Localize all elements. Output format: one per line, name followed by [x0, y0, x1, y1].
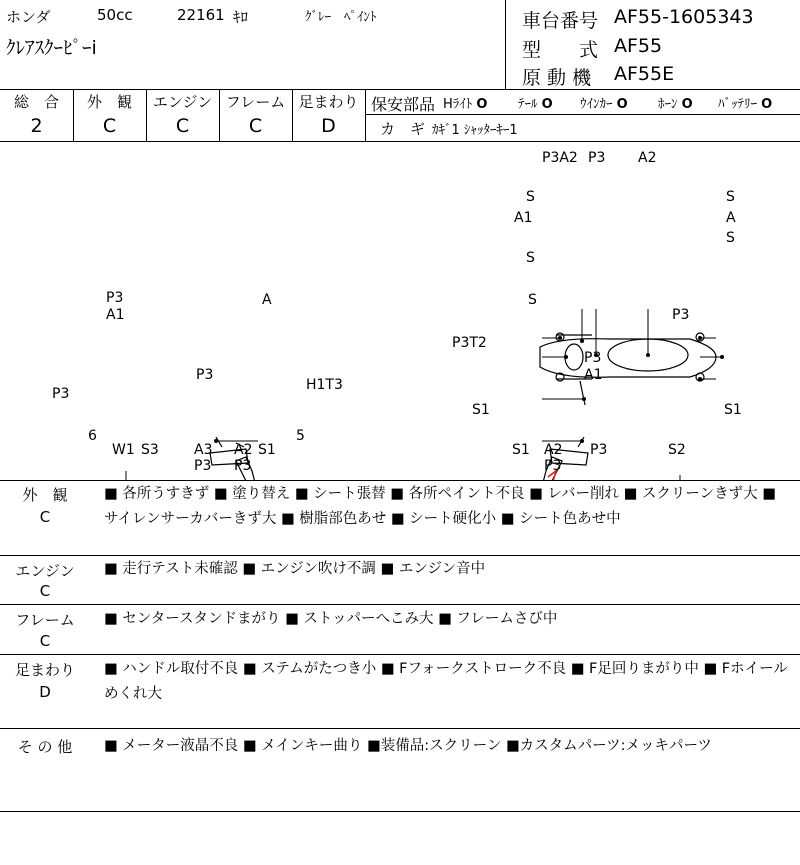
diagram-label: A — [726, 210, 736, 226]
engine: AF55E — [614, 63, 675, 85]
parts-item-headlight: Hﾗｲﾄ O — [443, 97, 488, 112]
divider — [0, 811, 800, 812]
diagram-label: P3 — [196, 367, 214, 383]
divider — [0, 89, 800, 90]
section-grade-exterior: C — [39, 508, 51, 526]
divider — [0, 654, 800, 655]
damage-marks — [122, 471, 556, 480]
diagram-label: P3 — [544, 458, 562, 474]
diagram-label: P3T2 — [452, 335, 487, 351]
section-title-other: そ の 他 — [17, 738, 73, 756]
section-title-frame: フレーム — [15, 611, 75, 629]
diagram-label: A2 — [544, 442, 563, 458]
mileage-unit: ｷﾛ — [233, 8, 249, 26]
frame-no-label: 車台番号 — [522, 10, 599, 32]
section-notes-other — [104, 734, 794, 759]
diagram-label: S — [726, 189, 735, 205]
diagram-label: P3 — [590, 442, 608, 458]
note-line: ■ 各所うすきず ■ 塗り替え ■ シート張替 ■ 各所ペイント不良 ■ レバー削れ ■ スクリーンきず大 ■ — [104, 486, 776, 502]
divider — [0, 555, 800, 556]
diagram-label: P3 — [194, 458, 212, 474]
parts-item-horn: ﾎｰﾝ O — [658, 97, 693, 112]
diagram-label: P3 — [52, 386, 70, 402]
section-notes-engine — [104, 557, 794, 582]
diagram-label: A2 — [234, 442, 253, 458]
engine-label: 原 動 機 — [522, 67, 592, 89]
grade-frame: C — [248, 115, 263, 137]
model: AF55 — [614, 35, 663, 57]
section-notes-suspension — [104, 657, 794, 707]
diagram-label: 5 — [296, 428, 305, 444]
maker: ホンダ — [6, 8, 51, 26]
diagram-label: S1 — [258, 442, 276, 458]
diagram-label: S — [526, 189, 535, 205]
divider — [0, 728, 800, 729]
section-notes-frame — [104, 607, 794, 632]
grade-overall: 2 — [30, 115, 43, 137]
diagram-label: S2 — [668, 442, 686, 458]
key-label: カ ギ — [380, 120, 426, 138]
divider — [0, 480, 800, 481]
grade-header-overall: 総 合 — [13, 93, 59, 111]
section-notes-exterior — [104, 482, 794, 532]
model-name: ｸﾚｱｽｸｰﾋﾟｰi — [6, 37, 97, 59]
diagram-label: H1T3 — [306, 377, 343, 393]
diagram-label: P3A2 — [542, 150, 578, 166]
diagram-label: S3 — [141, 442, 159, 458]
frame-no: AF55-1605343 — [614, 6, 754, 28]
diagram-label: P3 — [584, 350, 602, 366]
parts-item-tail: ﾃｰﾙ O — [518, 97, 553, 112]
note-line: サイレンサーカバーきず大 ■ 樹脂部色あせ ■ シート硬化小 ■ シート色あせ中 — [104, 511, 621, 527]
section-grade-engine: C — [39, 582, 51, 600]
diagram-label: S — [726, 230, 735, 246]
key-value: ｶｷﾞ1 ｼｬｯﾀｰｷｰ1 — [432, 123, 518, 138]
color: ｸﾞﾚｰ ﾍﾟｲﾝﾄ — [305, 10, 377, 25]
note-line: ■ ハンドル取付不良 ■ ステムがたつき小 ■ Fフォークストローク不良 ■ F足回りまがり中 ■ Fホイール — [104, 661, 788, 677]
grade-header-exterior: 外 観 — [86, 93, 132, 111]
grade-suspension: D — [321, 115, 336, 137]
parts-label: 保安部品 — [371, 95, 436, 114]
section-title-exterior: 外 観 — [22, 486, 68, 504]
diagram-label: P3 — [588, 150, 606, 166]
parts-item-battery: ﾊﾞｯﾃﾘｰ O — [718, 97, 773, 112]
diagram-label: A — [262, 292, 272, 308]
diagram-label: A2 — [638, 150, 657, 166]
diagram-label: S1 — [472, 402, 490, 418]
diagram-label: S1 — [512, 442, 530, 458]
diagram-label: P3 — [106, 290, 124, 306]
diagram-label: A1 — [584, 367, 603, 383]
parts-item-winker: ｳｲﾝｶｰ O — [580, 97, 628, 112]
diagram-label: A1 — [514, 210, 533, 226]
grade-exterior: C — [102, 115, 117, 137]
diagram-label: S — [526, 250, 535, 266]
note-line: ■ 走行テスト未確認 ■ エンジン吹け不調 ■ エンジン音中 — [104, 561, 486, 577]
grade-engine: C — [175, 115, 190, 137]
grade-header-engine: エンジン — [152, 93, 213, 111]
diagram-label: S1 — [724, 402, 742, 418]
diagram-label: W1 — [112, 442, 135, 458]
divider — [365, 89, 366, 141]
model-label: 型 式 — [522, 39, 599, 61]
note-line: ■ メーター液晶不良 ■ メインキー曲り ■装備品:スクリーン ■カスタムパーツ:メッキパーツ — [104, 738, 712, 754]
section-title-suspension: 足まわり — [14, 661, 75, 679]
diagram-label: S — [528, 292, 537, 308]
grade-header-suspension: 足まわり — [298, 93, 359, 111]
displacement: 50cc — [97, 6, 133, 24]
grade-header-frame: フレーム — [225, 93, 286, 111]
section-grade-suspension: D — [39, 683, 51, 701]
divider — [505, 0, 506, 89]
divider — [0, 604, 800, 605]
section-grade-frame: C — [39, 632, 51, 650]
section-title-engine: エンジン — [15, 562, 75, 580]
diagram-label: A3 — [194, 442, 213, 458]
diagram-label: 6 — [88, 428, 97, 444]
diagram-label: P3 — [234, 458, 252, 474]
diagram-label: A1 — [106, 307, 125, 323]
note-line: めくれ大 — [104, 686, 162, 702]
diagram-label: P3 — [672, 307, 690, 323]
note-line: ■ センタースタンドまがり ■ ストッパーへこみ大 ■ フレームさび中 — [104, 611, 558, 627]
top-view-scooter — [540, 333, 716, 405]
mileage: 22161 — [177, 6, 225, 24]
